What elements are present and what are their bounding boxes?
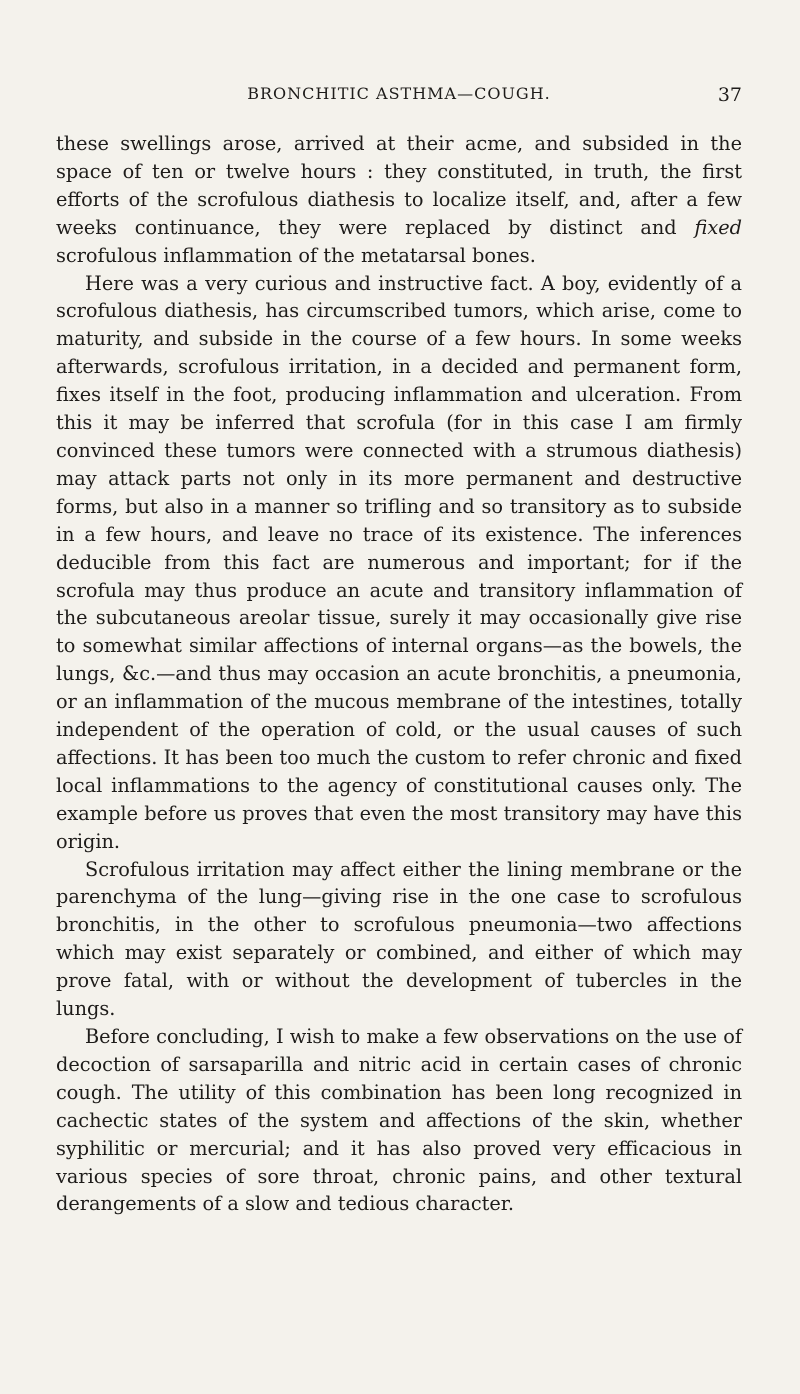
- paragraph: Scrofulous irritation may affect either the lining membrane or the parenchyma of the lung—giving rise in the one case to scrofulous bronchitis, in the other to scrofulous pneumonia—two affections which may exist separately or combined, and either of which may prove fatal, with or without the development of tubercles in the lungs.: [56, 857, 742, 1021]
- running-head: [56, 84, 742, 108]
- paragraph: Before concluding, I wish to make a few observations on the use of decoction of sarsaparilla and nitric acid in certain cases of chronic cough. The utility of this combination has been long recognized in cachectic states of the system and affections of the skin, whether syphilitic or mercurial; and it has also proved very efficacious in various species of sore throat, chronic pains, and other textural derangements of a slow and tedious character.: [56, 1025, 742, 1216]
- paragraph-continuation: [56, 130, 742, 270]
- paragraph: Here was a very curious and instructive fact. A boy, evidently of a scrofulous diathesis, has circumscribed tumors, which arise, come to maturity, and subside in the course of a few hours. In some weeks afterwards, scrofulous irritation, in a decided and permanent form, fixes itself in the foot, producing inflammation and ulceration. From this it may be inferred that scrofula (for in this case I am firmly convinced these tumors were connected with a strumous diathesis) may attack parts not only in its more permanent and destructive forms, but also in a manner so trifling and so transitory as to subside in a few hours, and leave no trace of its existence. The inferences deducible from this fact are numerous and important; for if the scrofula may thus produce an acute and transitory inflammation of the subcutaneous areolar tissue, surely it may occasionally give rise to somewhat similar affections of internal organs—as the bowels, the lungs, &c.—and thus may occasion an acute bronchitis, a pneumonia, or an inflammation of the mucous membrane of the intestines, totally independent of the operation of cold, or the usual causes of such affections. It has been too much the custom to refer chronic and fixed local inflammations to the agency of constitutional causes only. The example before us proves that even the most transitory may have this origin.: [56, 271, 742, 853]
- page-number: 37: [717, 84, 742, 106]
- paragraph-text: scrofulous inflammation of the metatarsal bones.: [56, 243, 536, 267]
- running-title: BRONCHITIC ASTHMA—COUGH.: [247, 84, 551, 103]
- paragraph-text: these swellings arose, arrived at their acme, and subsided in the space of ten or twelve hours : they constituted, in truth, the first efforts of the scrofulous diathesis to localize itself, and, after a few weeks continuance, they were replaced by distinct and: [56, 132, 742, 239]
- body-text: [56, 130, 742, 1218]
- emphasized-word: fixed: [694, 215, 742, 239]
